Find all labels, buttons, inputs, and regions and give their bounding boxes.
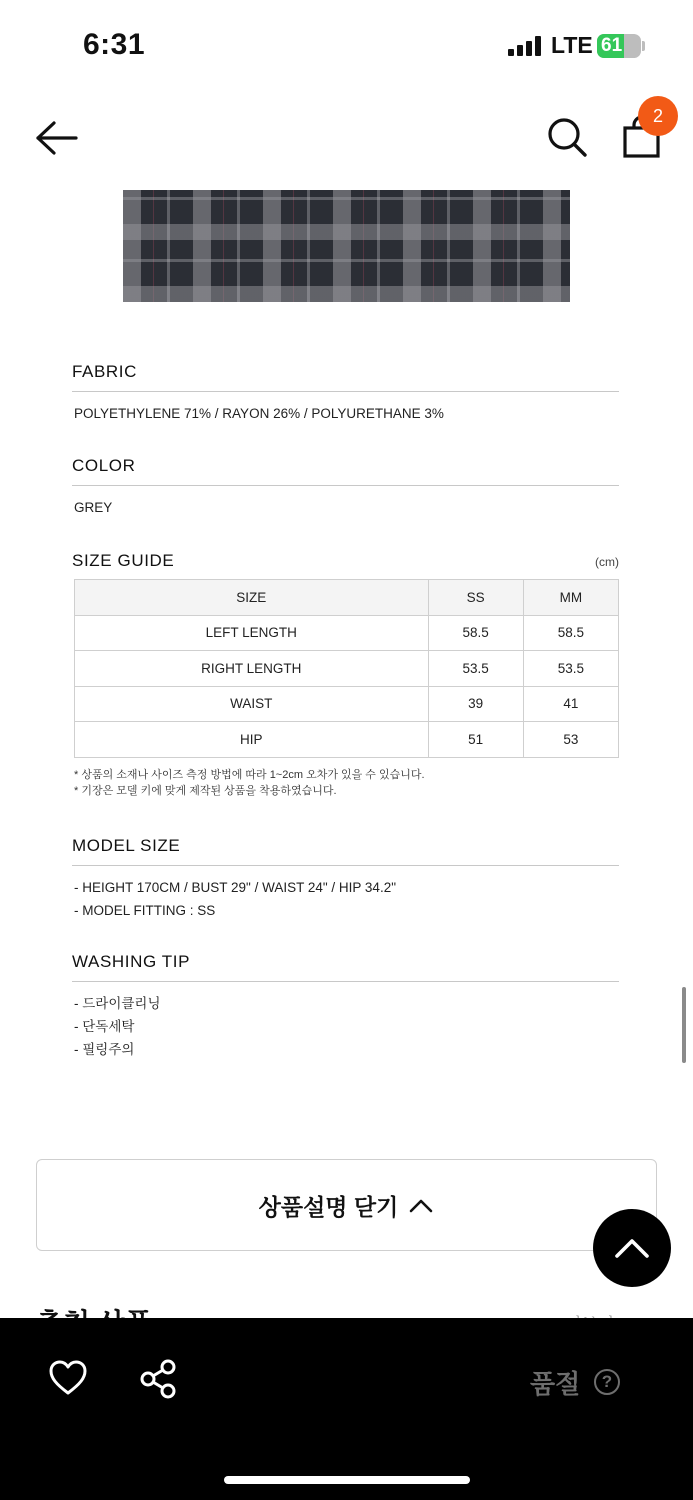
table-cell: RIGHT LENGTH: [75, 651, 429, 687]
table-header: MM: [523, 580, 618, 616]
size-notes: [74, 767, 425, 799]
chevron-up-icon: [408, 1196, 434, 1214]
table-row: [75, 651, 619, 687]
table-header: SIZE: [75, 580, 429, 616]
status-time: 6:31: [83, 28, 146, 61]
table-cell: 53.5: [428, 651, 523, 687]
color-title: COLOR: [72, 456, 619, 486]
scroll-indicator[interactable]: [682, 987, 686, 1063]
table-cell: WAIST: [75, 686, 429, 722]
table-cell: 41: [523, 686, 618, 722]
scroll-to-top-button[interactable]: [593, 1209, 671, 1287]
size-note: * 기장은 모델 키에 맞게 제작된 상품을 착용하였습니다.: [74, 785, 337, 797]
size-note: * 상품의 소재나 사이즈 측정 방법에 따라 1~2cm 오차가 있을 수 있습니다.: [74, 769, 425, 781]
table-header-row: [75, 580, 619, 616]
status-bar: [0, 0, 693, 92]
search-icon: [546, 116, 588, 158]
sold-out-label: 품절: [530, 1369, 581, 1399]
product-image: [123, 190, 570, 302]
close-description-label: 상품설명 닫기: [258, 1193, 399, 1220]
search-button[interactable]: [546, 116, 588, 158]
model-size-body: [72, 876, 619, 922]
table-cell: 53: [523, 722, 618, 758]
battery-cap: [642, 41, 645, 51]
fabric-body: POLYETHYLENE 71% / RAYON 26% / POLYURETHANE 3%: [74, 406, 444, 421]
model-size-line: - MODEL FITTING : SS: [74, 903, 216, 918]
table-cell: 51: [428, 722, 523, 758]
table-cell: HIP: [75, 722, 429, 758]
washing-tip-line: - 단독세탁: [74, 1019, 135, 1034]
model-size-section: [72, 836, 619, 922]
table-cell: 39: [428, 686, 523, 722]
washing-tip-title: WASHING TIP: [72, 952, 619, 982]
size-guide-section: [72, 551, 619, 581]
fabric-section: [72, 362, 619, 425]
help-icon[interactable]: ?: [594, 1369, 620, 1395]
color-body: GREY: [74, 500, 113, 515]
table-cell: 58.5: [523, 615, 618, 651]
model-size-line: - HEIGHT 170CM / BUST 29" / WAIST 24" / HIP 34.2": [74, 880, 396, 895]
battery-icon: [597, 34, 641, 58]
model-size-title: MODEL SIZE: [72, 836, 619, 866]
size-guide-title: SIZE GUIDE: [72, 551, 175, 570]
size-unit: (cm): [595, 555, 619, 569]
color-section: [72, 456, 619, 519]
fabric-title: FABRIC: [72, 362, 619, 392]
heart-icon: [48, 1358, 88, 1398]
chevron-up-icon: [614, 1236, 650, 1260]
top-nav: [0, 92, 693, 184]
washing-tip-body: [72, 992, 619, 1061]
table-row: [75, 615, 619, 651]
home-indicator[interactable]: [224, 1476, 470, 1484]
washing-tip-line: - 필링주의: [74, 1042, 135, 1057]
table-row: [75, 722, 619, 758]
signal-icon: [508, 36, 542, 56]
bottom-action-bar: [0, 1318, 693, 1500]
cart-count-badge: 2: [638, 96, 678, 136]
network-label: LTE: [551, 32, 593, 58]
size-table: [74, 579, 619, 758]
washing-tip-section: [72, 952, 619, 1061]
like-button[interactable]: [48, 1358, 88, 1398]
close-description-button[interactable]: [36, 1159, 657, 1251]
washing-tip-line: - 드라이클리닝: [74, 996, 161, 1011]
battery-level: 61: [601, 35, 623, 56]
table-cell: 53.5: [523, 651, 618, 687]
table-header: SS: [428, 580, 523, 616]
share-icon: [138, 1358, 178, 1400]
table-row: [75, 686, 619, 722]
table-cell: LEFT LENGTH: [75, 615, 429, 651]
share-button[interactable]: [138, 1358, 178, 1400]
table-cell: 58.5: [428, 615, 523, 651]
back-arrow-icon: [34, 118, 80, 158]
back-button[interactable]: [34, 118, 80, 158]
